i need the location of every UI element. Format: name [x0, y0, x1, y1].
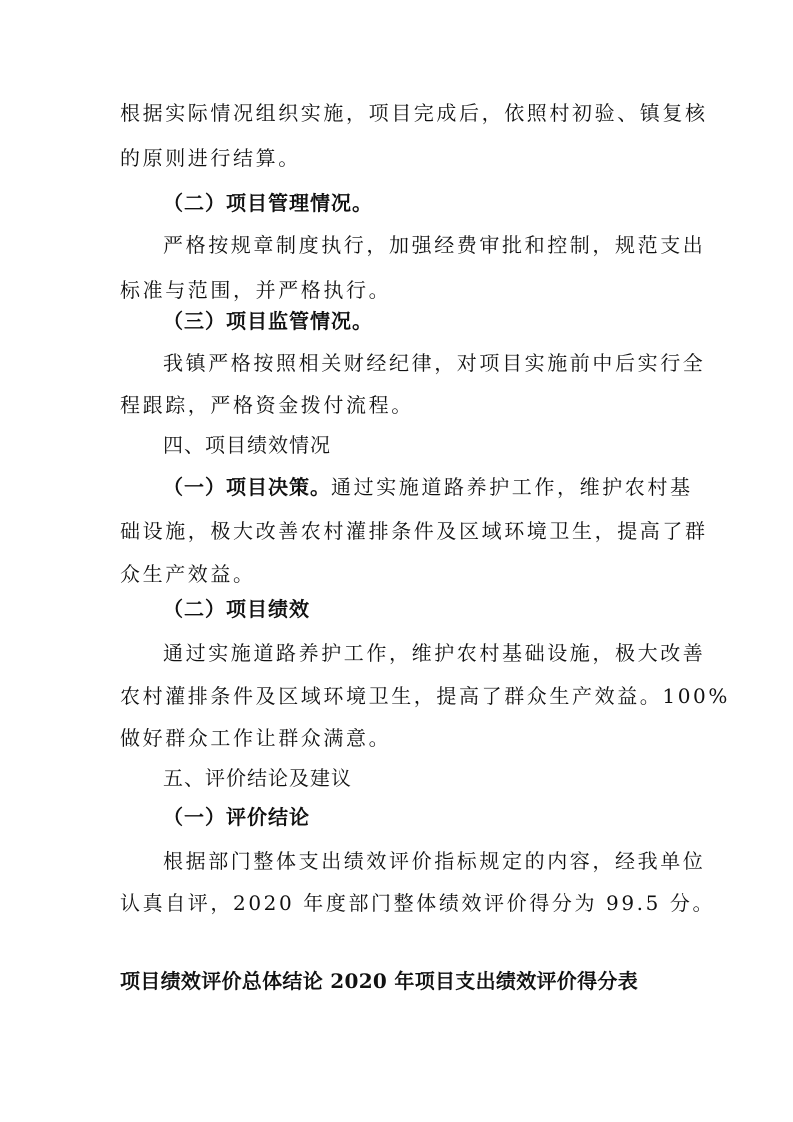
table-title: 项目绩效评价总体结论 2020 年项目支出绩效评价得分表 — [120, 969, 638, 993]
paragraph-line: 础设施，极大改善农村灌排条件及区域环境卫生，提高了群 — [120, 519, 708, 543]
paragraph-line: 标准与范围，并严格执行。 — [120, 278, 392, 302]
paragraph-line: 根据实际情况组织实施，项目完成后，依照村初验、镇复核 — [120, 101, 708, 125]
paragraph-line: 众生产效益。 — [120, 562, 256, 586]
subheading-project-management: （二）项目管理情况。 — [163, 191, 373, 215]
paragraph-line: 根据部门整体支出绩效评价指标规定的内容，经我单位 — [163, 849, 706, 873]
paragraph-line: 我镇严格按照相关财经纪律，对项目实施前中后实行全 — [163, 351, 706, 375]
subheading-evaluation-conclusion: （一）评价结论 — [163, 805, 310, 829]
paragraph-line-decision — [0, 474, 793, 500]
subheading-project-supervision: （三）项目监管情况。 — [163, 309, 373, 333]
paragraph-line: 农村灌排条件及区域环境卫生，提高了群众生产效益。100% — [120, 684, 730, 708]
paragraph-line: 程跟踪，严格资金拨付流程。 — [120, 393, 414, 417]
section-heading-performance: 四、项目绩效情况 — [163, 433, 331, 457]
paragraph-line: 严格按规章制度执行，加强经费审批和控制，规范支出 — [163, 233, 706, 257]
section-heading-conclusion: 五、评价结论及建议 — [163, 766, 352, 790]
paragraph-line: 通过实施道路养护工作，维护农村基础设施，极大改善 — [163, 641, 706, 665]
decision-text: 通过实施道路养护工作，维护农村基 — [331, 475, 693, 499]
subheading-project-performance: （二）项目绩效 — [163, 597, 310, 621]
paragraph-line: 做好群众工作让群众满意。 — [120, 726, 392, 750]
decision-label: （一）项目决策。 — [163, 475, 331, 499]
paragraph-line: 认真自评，2020 年度部门整体绩效评价得分为 99.5 分。 — [120, 891, 716, 915]
paragraph-line: 的原则进行结算。 — [120, 146, 301, 170]
